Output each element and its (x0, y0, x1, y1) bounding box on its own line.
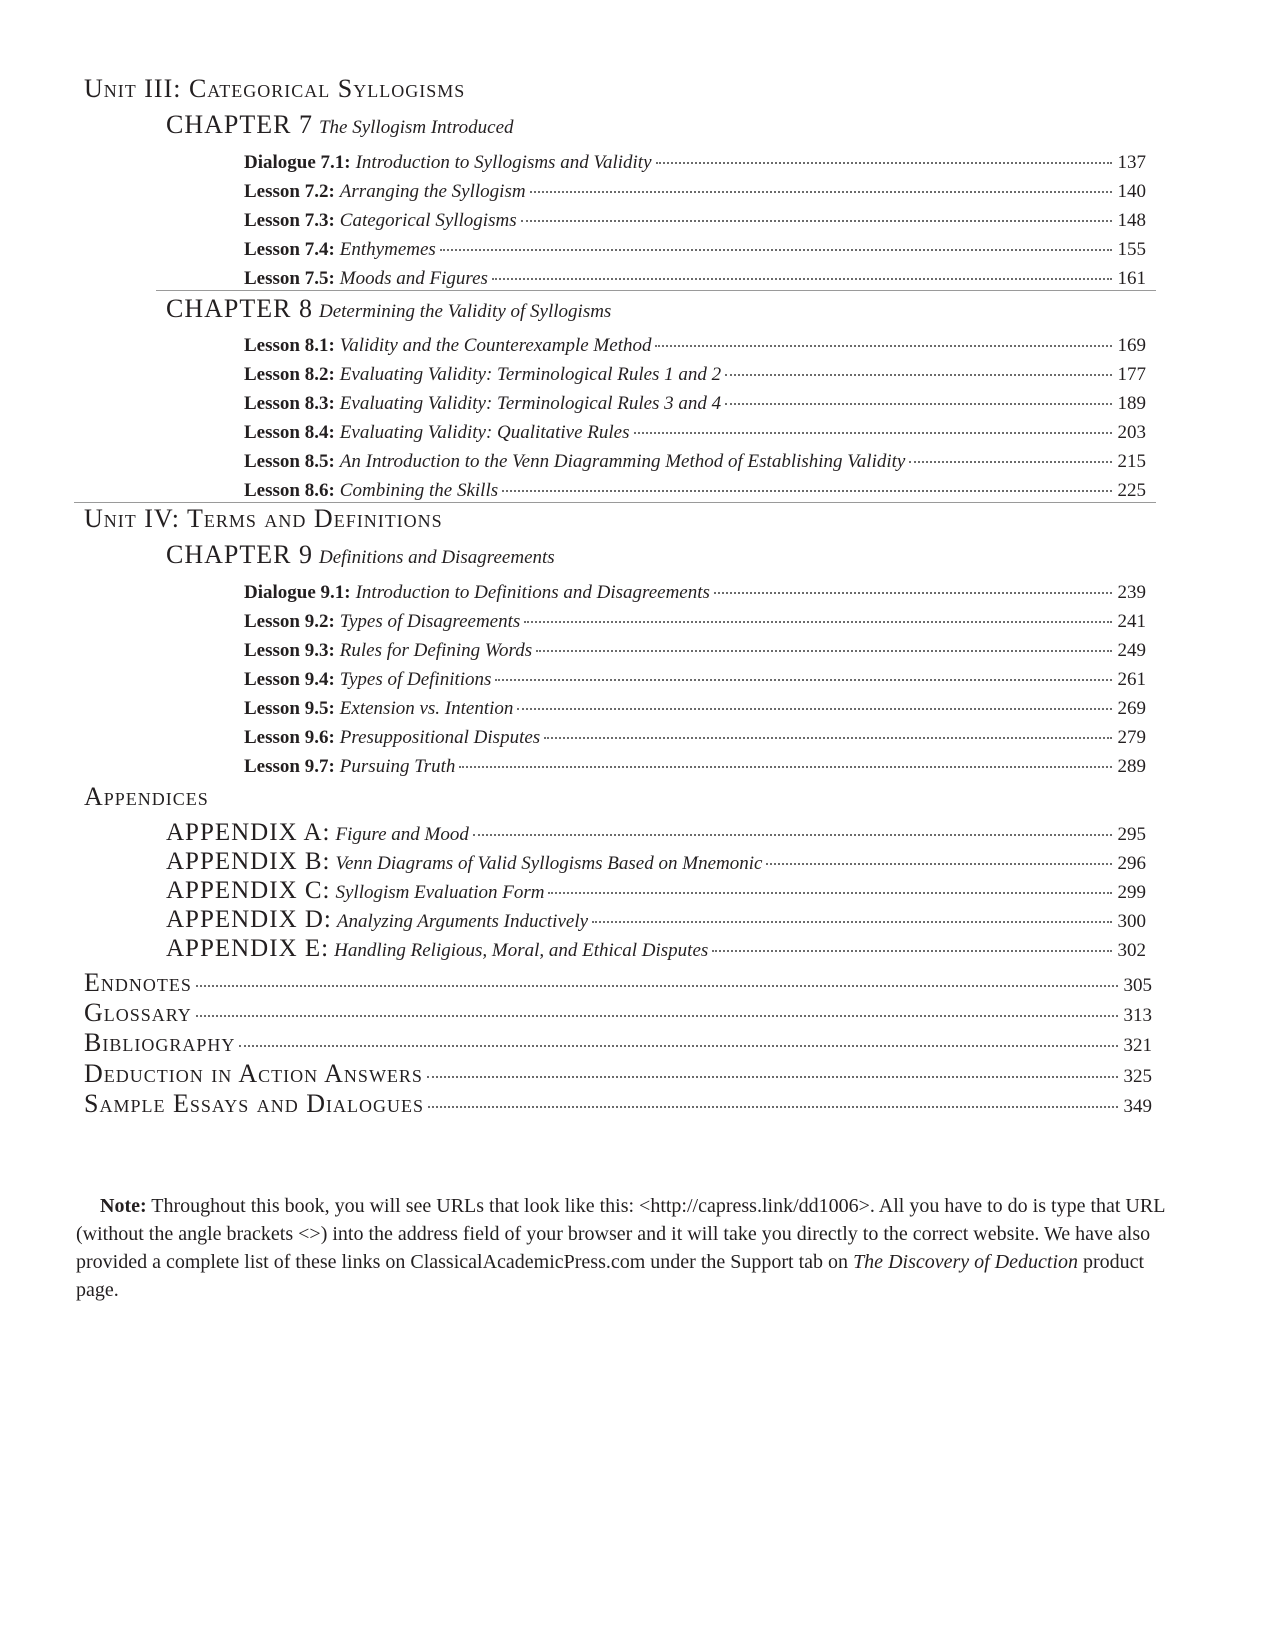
entry-label: Endnotes (84, 968, 192, 997)
toc-entry-deduction-answers[interactable] (84, 1059, 1152, 1089)
dot-leader (909, 441, 1112, 463)
entry-page: 269 (1117, 698, 1146, 719)
dot-leader (521, 200, 1112, 222)
entry-page: 249 (1117, 640, 1146, 661)
toc-entry-9-3[interactable] (244, 634, 1146, 660)
entry-title: Rules for Defining Words (339, 640, 533, 661)
dot-leader (492, 258, 1112, 280)
toc-entry-bibliography[interactable] (84, 1028, 1152, 1058)
entry-page: 241 (1117, 611, 1146, 632)
note-label: Note: (100, 1195, 147, 1217)
toc-entry-sample-essays[interactable] (84, 1089, 1152, 1119)
dot-leader (655, 325, 1112, 347)
toc-entry-9-7[interactable] (244, 750, 1146, 776)
entry-page: 239 (1117, 582, 1146, 603)
dot-leader (634, 412, 1113, 434)
entry-title: Handling Religious, Moral, and Ethical Disputes (334, 940, 709, 961)
chapter-7-label: CHAPTER 7 (166, 110, 313, 139)
entry-page: 148 (1117, 210, 1146, 231)
toc-entry-9-4[interactable] (244, 663, 1146, 689)
entry-title: Evaluating Validity: Terminological Rules 1 and 2 (339, 364, 722, 385)
dot-leader (530, 171, 1112, 193)
entry-title: Enthymemes (339, 239, 436, 260)
entry-title: Presuppositional Disputes (339, 727, 541, 748)
note-text: Throughout this book, you will see URLs that look like this: <http://capress.link/dd1006>. All you have to do is type that URL (without the angle brackets <>) into the address field of your browser and it will take you directly to the correct website. We have also provided a complete list of these links on ClassicalAcademicPress.com under the Support tab on (76, 1195, 1165, 1273)
entry-label: Lesson 7.4: (244, 239, 335, 260)
entry-title: Evaluating Validity: Terminological Rules 3 and 4 (339, 393, 722, 414)
entry-title: Pursuing Truth (339, 756, 456, 777)
toc-entry-7-4[interactable] (244, 233, 1146, 259)
note-text-end: product page. (76, 1251, 1145, 1301)
entry-page: 155 (1117, 239, 1146, 260)
toc-entry-9-6[interactable] (244, 721, 1146, 747)
chapter-8-label: CHAPTER 8 (166, 294, 313, 323)
entry-page: 169 (1117, 335, 1146, 356)
entry-title: Types of Definitions (339, 669, 492, 690)
book-title: The Discovery of Deduction (853, 1251, 1079, 1273)
entry-title: Analyzing Arguments Inductively (336, 911, 589, 932)
dot-leader (714, 572, 1112, 594)
unit-divider (74, 502, 1156, 503)
entry-label: Lesson 7.2: (244, 181, 335, 202)
toc-entry-appendix-b[interactable] (166, 847, 1146, 873)
entry-label: Dialogue 9.1: (244, 582, 351, 603)
entry-page: 321 (1123, 1035, 1152, 1056)
toc-entry-appendix-e[interactable] (166, 934, 1146, 960)
entry-label: Lesson 8.6: (244, 480, 335, 501)
entry-label: Lesson 7.3: (244, 210, 335, 231)
toc-entry-9-5[interactable] (244, 692, 1146, 718)
chapter-7-title: The Syllogism Introduced (318, 117, 514, 138)
appendices-heading: Appendices (84, 782, 209, 811)
dot-leader (524, 601, 1112, 623)
chapter-8-title: Determining the Validity of Syllogisms (318, 301, 612, 322)
chapter-9-heading (166, 540, 555, 570)
toc-entry-7-2[interactable] (244, 175, 1146, 201)
entry-page: 302 (1117, 940, 1146, 961)
entry-label: Lesson 9.5: (244, 698, 335, 719)
entry-page: 161 (1117, 268, 1146, 289)
dot-leader (656, 142, 1112, 164)
entry-label: Glossary (84, 998, 192, 1027)
dot-leader (712, 930, 1112, 952)
entry-page: 299 (1117, 882, 1146, 903)
entry-title: Venn Diagrams of Valid Syllogisms Based on Mnemonic (335, 853, 763, 874)
toc-entry-8-6[interactable] (244, 474, 1146, 500)
entry-label: Lesson 8.5: (244, 451, 335, 472)
entry-page: 225 (1117, 480, 1146, 501)
toc-entry-appendix-a[interactable] (166, 818, 1146, 844)
entry-page: 261 (1117, 669, 1146, 690)
entry-label: APPENDIX B: (166, 848, 331, 875)
dot-leader (725, 354, 1112, 376)
entry-page: 296 (1117, 853, 1146, 874)
entry-title: Figure and Mood (335, 824, 469, 845)
entry-title: Types of Disagreements (339, 611, 521, 632)
entry-page: 305 (1123, 975, 1152, 996)
dot-leader (473, 814, 1112, 836)
entry-title: Evaluating Validity: Qualitative Rules (339, 422, 630, 443)
dot-leader (495, 659, 1112, 681)
toc-entry-8-5[interactable] (244, 445, 1146, 471)
entry-label: Sample Essays and Dialogues (84, 1089, 424, 1118)
dot-leader (517, 688, 1112, 710)
entry-title: An Introduction to the Venn Diagramming Method of Establishing Validity (339, 451, 906, 472)
toc-entry-glossary[interactable] (84, 998, 1152, 1028)
entry-page: 289 (1117, 756, 1146, 777)
toc-entry-appendix-d[interactable] (166, 905, 1146, 931)
entry-page: 215 (1117, 451, 1146, 472)
entry-label: Lesson 9.4: (244, 669, 335, 690)
entry-page: 313 (1123, 1005, 1152, 1026)
entry-page: 295 (1117, 824, 1146, 845)
unit-4-heading: Unit IV: Terms and Definitions (84, 504, 443, 533)
dot-leader (544, 717, 1112, 739)
entry-page: 349 (1123, 1096, 1152, 1117)
entry-label: Lesson 9.6: (244, 727, 335, 748)
entry-title: Arranging the Syllogism (339, 181, 526, 202)
toc-entry-9-2[interactable] (244, 605, 1146, 631)
chapter-9-title: Definitions and Disagreements (318, 547, 555, 568)
toc-entry-8-2[interactable] (244, 358, 1146, 384)
entry-title: Syllogism Evaluation Form (335, 882, 545, 903)
entry-label: APPENDIX C: (166, 877, 331, 904)
chapter-9-label: CHAPTER 9 (166, 540, 313, 569)
toc-entry-8-1[interactable] (244, 329, 1146, 355)
entry-label: APPENDIX A: (166, 819, 331, 846)
entry-label: Deduction in Action Answers (84, 1059, 423, 1088)
dot-leader (766, 843, 1112, 865)
entry-page: 300 (1117, 911, 1146, 932)
dot-leader (196, 965, 1118, 987)
entry-title: Categorical Syllogisms (339, 210, 517, 231)
dot-leader (440, 229, 1112, 251)
entry-label: APPENDIX E: (166, 935, 330, 962)
toc-entry-7-1[interactable] (244, 146, 1146, 172)
entry-label: APPENDIX D: (166, 906, 332, 933)
toc-entry-9-1[interactable] (244, 576, 1146, 602)
dot-leader (196, 995, 1118, 1017)
entry-label: Lesson 8.3: (244, 393, 335, 414)
entry-title: Introduction to Definitions and Disagreements (355, 582, 710, 603)
entry-label: Lesson 9.3: (244, 640, 335, 661)
dot-leader (427, 1056, 1118, 1078)
entry-label: Lesson 7.5: (244, 268, 335, 289)
toc-entry-8-3[interactable] (244, 387, 1146, 413)
toc-entry-7-5[interactable] (244, 262, 1146, 288)
entry-page: 279 (1117, 727, 1146, 748)
dot-leader (502, 470, 1112, 492)
dot-leader (592, 901, 1112, 923)
entry-label: Lesson 9.2: (244, 611, 335, 632)
unit-3-heading: Unit III: Categorical Syllogisms (84, 74, 466, 103)
entry-page: 203 (1117, 422, 1146, 443)
entry-title: Combining the Skills (339, 480, 499, 501)
entry-label: Dialogue 7.1: (244, 152, 351, 173)
entry-title: Extension vs. Intention (339, 698, 514, 719)
dot-leader (536, 630, 1112, 652)
toc-entry-7-3[interactable] (244, 204, 1146, 230)
entry-title: Validity and the Counterexample Method (339, 335, 652, 356)
entry-label: Lesson 9.7: (244, 756, 335, 777)
chapter-divider (156, 290, 1156, 291)
entry-page: 137 (1117, 152, 1146, 173)
entry-label: Lesson 8.4: (244, 422, 335, 443)
dot-leader (428, 1086, 1118, 1108)
entry-page: 325 (1123, 1066, 1152, 1087)
url-note (76, 1192, 1166, 1304)
chapter-7-heading (166, 110, 514, 140)
entry-label: Lesson 8.1: (244, 335, 335, 356)
toc-entry-8-4[interactable] (244, 416, 1146, 442)
dot-leader (548, 872, 1112, 894)
entry-page: 189 (1117, 393, 1146, 414)
chapter-8-heading (166, 294, 611, 324)
toc-entry-appendix-c[interactable] (166, 876, 1146, 902)
entry-page: 140 (1117, 181, 1146, 202)
dot-leader (725, 383, 1112, 405)
entry-title: Moods and Figures (339, 268, 488, 289)
entry-page: 177 (1117, 364, 1146, 385)
entry-label: Lesson 8.2: (244, 364, 335, 385)
dot-leader (459, 746, 1112, 768)
entry-label: Bibliography (84, 1028, 236, 1057)
toc-entry-endnotes[interactable] (84, 968, 1152, 998)
entry-title: Introduction to Syllogisms and Validity (355, 152, 652, 173)
dot-leader (239, 1025, 1118, 1047)
